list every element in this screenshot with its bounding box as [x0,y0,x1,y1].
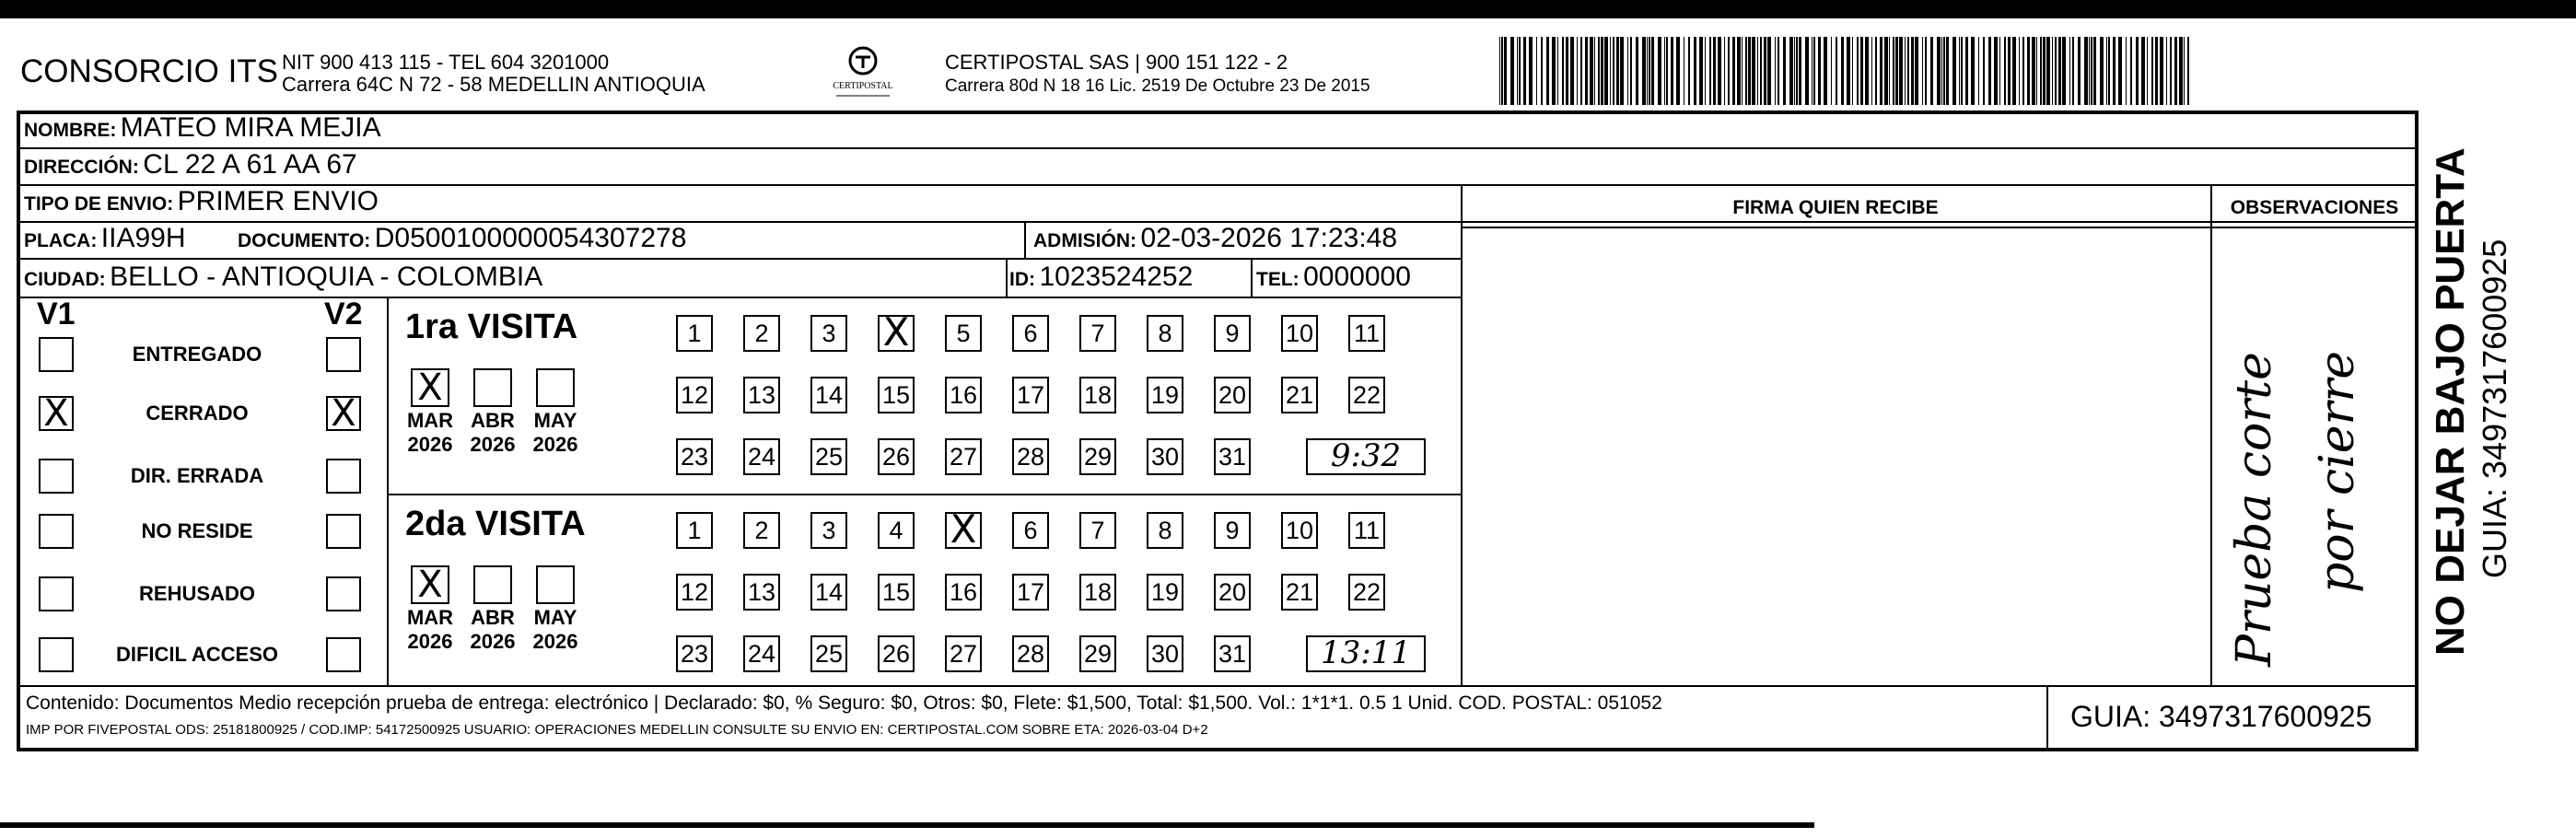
day-box-8[interactable]: 8 [1147,512,1183,549]
day-box-2[interactable]: 2 [743,315,780,352]
tipo-envio-label: TIPO DE ENVIO: [24,193,174,215]
day-box-4[interactable]: 4 [878,512,915,549]
carrier-name: CERTIPOSTAL SAS | 900 151 122 - 2 [945,51,1288,74]
footer-print-info: IMP POR FIVEPOSTAL ODS: 25181800925 / COD.IMP: 54172500925 USUARIO: OPERACIONES MEDELLIN CONSULTE SU ENVIO EN: CERTIPOSTAL.COM SOBRE ETA: 2026-03-04 D+2 [26,722,1208,738]
visit-time: 9:32 [1306,438,1426,475]
id-label: ID: [1009,269,1035,290]
v1-checkbox[interactable] [39,459,74,494]
v2-header: V2 [324,297,363,332]
visit-time: 13:11 [1306,635,1426,672]
status-label: CERRADO [146,402,249,425]
day-box-25[interactable]: 25 [810,438,847,475]
status-label: DIR. ERRADA [130,464,264,487]
day-box-24[interactable]: 24 [743,635,780,672]
day-box-30[interactable]: 30 [1147,635,1183,672]
day-box-20[interactable]: 20 [1214,574,1251,611]
day-box-9[interactable]: 9 [1214,315,1251,352]
day-box-27[interactable]: 27 [945,635,982,672]
v2-checkbox[interactable] [326,337,361,372]
ciudad-value: BELLO - ANTIOQUIA - COLOMBIA [110,262,543,292]
day-box-10[interactable]: 10 [1281,512,1318,549]
day-box-17[interactable]: 17 [1012,574,1049,611]
day-box-28[interactable]: 28 [1012,438,1049,475]
status-label: DIFICIL ACCESO [115,643,278,666]
admision-label: ADMISIÓN: [1033,230,1136,251]
v1-checkbox[interactable] [39,337,74,372]
v1-checkbox[interactable]: X [39,396,74,431]
day-box-18[interactable]: 18 [1079,377,1116,413]
day-box-21[interactable]: 21 [1281,574,1318,611]
day-box-1[interactable]: 1 [676,512,713,549]
carrier-address: Carrera 80d N 18 16 Lic. 2519 De Octubre 23 De 2015 [945,76,1370,96]
documento-label: DOCUMENTO: [238,230,371,251]
v2-checkbox[interactable]: X [326,396,361,431]
side-guia: GUIA: 3497317600925 [2476,239,2513,578]
observaciones-header: OBSERVACIONES [2230,197,2399,218]
day-box-18[interactable]: 18 [1079,574,1116,611]
tel-label: TEL: [1256,269,1300,290]
day-box-24[interactable]: 24 [743,438,780,475]
day-box-21[interactable]: 21 [1281,377,1318,413]
direccion-value: CL 22 A 61 AA 67 [143,149,357,180]
v1-checkbox[interactable] [39,637,74,672]
v2-checkbox[interactable] [326,637,361,672]
observaciones-handwriting-1: Prueba corte [2227,352,2282,667]
footer-contents: Contenido: Documentos Medio recepción prueba de entrega: electrónico | Declarado: $0, % Seguro: $0, Otros: $0, Flete: $1,500, Total: $1,500. Vol.: 1*1*1. 0.5 1 Unid. COD. POSTAL: 051052 [26,693,1662,714]
day-box-14[interactable]: 14 [810,574,847,611]
top-border [0,0,2576,18]
placa-value: IIA99H [100,223,186,253]
guia-number: GUIA: 3497317600925 [2070,700,2372,733]
day-box-10[interactable]: 10 [1281,315,1318,352]
documento-value: D0500100000054307278 [374,223,687,253]
day-box-27[interactable]: 27 [945,438,982,475]
day-box-13[interactable]: 13 [743,574,780,611]
day-box-20[interactable]: 20 [1214,377,1251,413]
month-checkbox[interactable]: X [411,368,449,407]
day-box-23[interactable]: 23 [676,635,713,672]
bottom-border [0,822,1814,828]
v2-checkbox[interactable] [326,459,361,494]
day-box-5[interactable]: X [945,512,982,549]
status-label: ENTREGADO [132,343,262,366]
month-checkbox[interactable] [473,565,512,604]
day-box-31[interactable]: 31 [1214,438,1251,475]
day-box-16[interactable]: 16 [945,377,982,413]
v2-checkbox[interactable] [326,576,361,611]
month-label: MAY 2026 [532,606,578,653]
nombre-value: MATEO MIRA MEJIA [120,112,381,143]
tracking-barcode [1499,37,2236,105]
day-box-25[interactable]: 25 [810,635,847,672]
observaciones-handwriting-2: por cierre [2310,351,2365,593]
direccion-label: DIRECCIÓN: [24,157,139,178]
day-box-23[interactable]: 23 [676,438,713,475]
day-box-6[interactable]: 6 [1012,512,1049,549]
day-box-2[interactable]: 2 [743,512,780,549]
admision-value: 02-03-2026 17:23:48 [1140,223,1398,253]
month-checkbox[interactable] [536,565,575,604]
day-box-29[interactable]: 29 [1079,438,1116,475]
month-checkbox[interactable] [536,368,575,407]
day-box-8[interactable]: 8 [1147,315,1183,352]
day-box-12[interactable]: 12 [676,574,713,611]
day-box-13[interactable]: 13 [743,377,780,413]
day-box-22[interactable]: 22 [1348,574,1385,611]
day-box-28[interactable]: 28 [1012,635,1049,672]
month-checkbox[interactable] [473,368,512,407]
visit-title: 2da VISITA [405,505,586,543]
day-box-3[interactable]: 3 [810,315,847,352]
month-label: ABR 2026 [470,409,516,456]
day-box-12[interactable]: 12 [676,377,713,413]
day-box-11[interactable]: 11 [1348,315,1385,352]
day-box-15[interactable]: 15 [878,377,915,413]
day-box-14[interactable]: 14 [810,377,847,413]
month-checkbox[interactable]: X [411,565,449,604]
day-box-9[interactable]: 9 [1214,512,1251,549]
delivery-form [17,111,2419,751]
no-dejar-bajo-puerta: NO DEJAR BAJO PUERTA [2428,147,2473,656]
v1-checkbox[interactable] [39,514,74,549]
nombre-label: NOMBRE: [24,120,117,141]
v2-checkbox[interactable] [326,514,361,549]
day-box-16[interactable]: 16 [945,574,982,611]
certipostal-logo [827,41,899,107]
logo-text: CERTIPOSTAL [833,81,893,91]
month-label: ABR 2026 [470,606,516,653]
day-box-6[interactable]: 6 [1012,315,1049,352]
day-box-11[interactable]: 11 [1348,512,1385,549]
month-label: MAR 2026 [406,606,454,653]
company-address: Carrera 64C N 72 - 58 MEDELLIN ANTIOQUIA [282,73,705,96]
day-box-29[interactable]: 29 [1079,635,1116,672]
day-box-31[interactable]: 31 [1214,635,1251,672]
tel-value: 0000000 [1303,262,1411,292]
status-label: NO RESIDE [141,519,253,542]
firma-header: FIRMA QUIEN RECIBE [1732,197,1939,218]
ciudad-label: CIUDAD: [24,269,106,290]
id-value: 1023524252 [1039,262,1194,292]
day-box-7[interactable]: 7 [1079,512,1116,549]
day-box-26[interactable]: 26 [878,438,915,475]
day-box-26[interactable]: 26 [878,635,915,672]
day-box-4[interactable]: X [878,315,915,352]
day-box-19[interactable]: 19 [1147,377,1183,413]
day-box-7[interactable]: 7 [1079,315,1116,352]
day-box-22[interactable]: 22 [1348,377,1385,413]
month-label: MAY 2026 [532,409,578,456]
v1-header: V1 [37,297,76,332]
day-box-19[interactable]: 19 [1147,574,1183,611]
status-label: REHUSADO [139,582,255,605]
company-nit: NIT 900 413 115 - TEL 604 3201000 [282,51,610,74]
company-name: CONSORCIO ITS [20,53,279,89]
month-label: MAR 2026 [406,409,454,456]
day-box-5[interactable]: 5 [945,315,982,352]
day-box-1[interactable]: 1 [676,315,713,352]
visit-title: 1ra VISITA [405,308,578,346]
day-box-3[interactable]: 3 [810,512,847,549]
placa-label: PLACA: [24,230,98,251]
day-box-30[interactable]: 30 [1147,438,1183,475]
tipo-envio-value: PRIMER ENVIO [177,186,379,216]
day-box-15[interactable]: 15 [878,574,915,611]
day-box-17[interactable]: 17 [1012,377,1049,413]
v1-checkbox[interactable] [39,576,74,611]
